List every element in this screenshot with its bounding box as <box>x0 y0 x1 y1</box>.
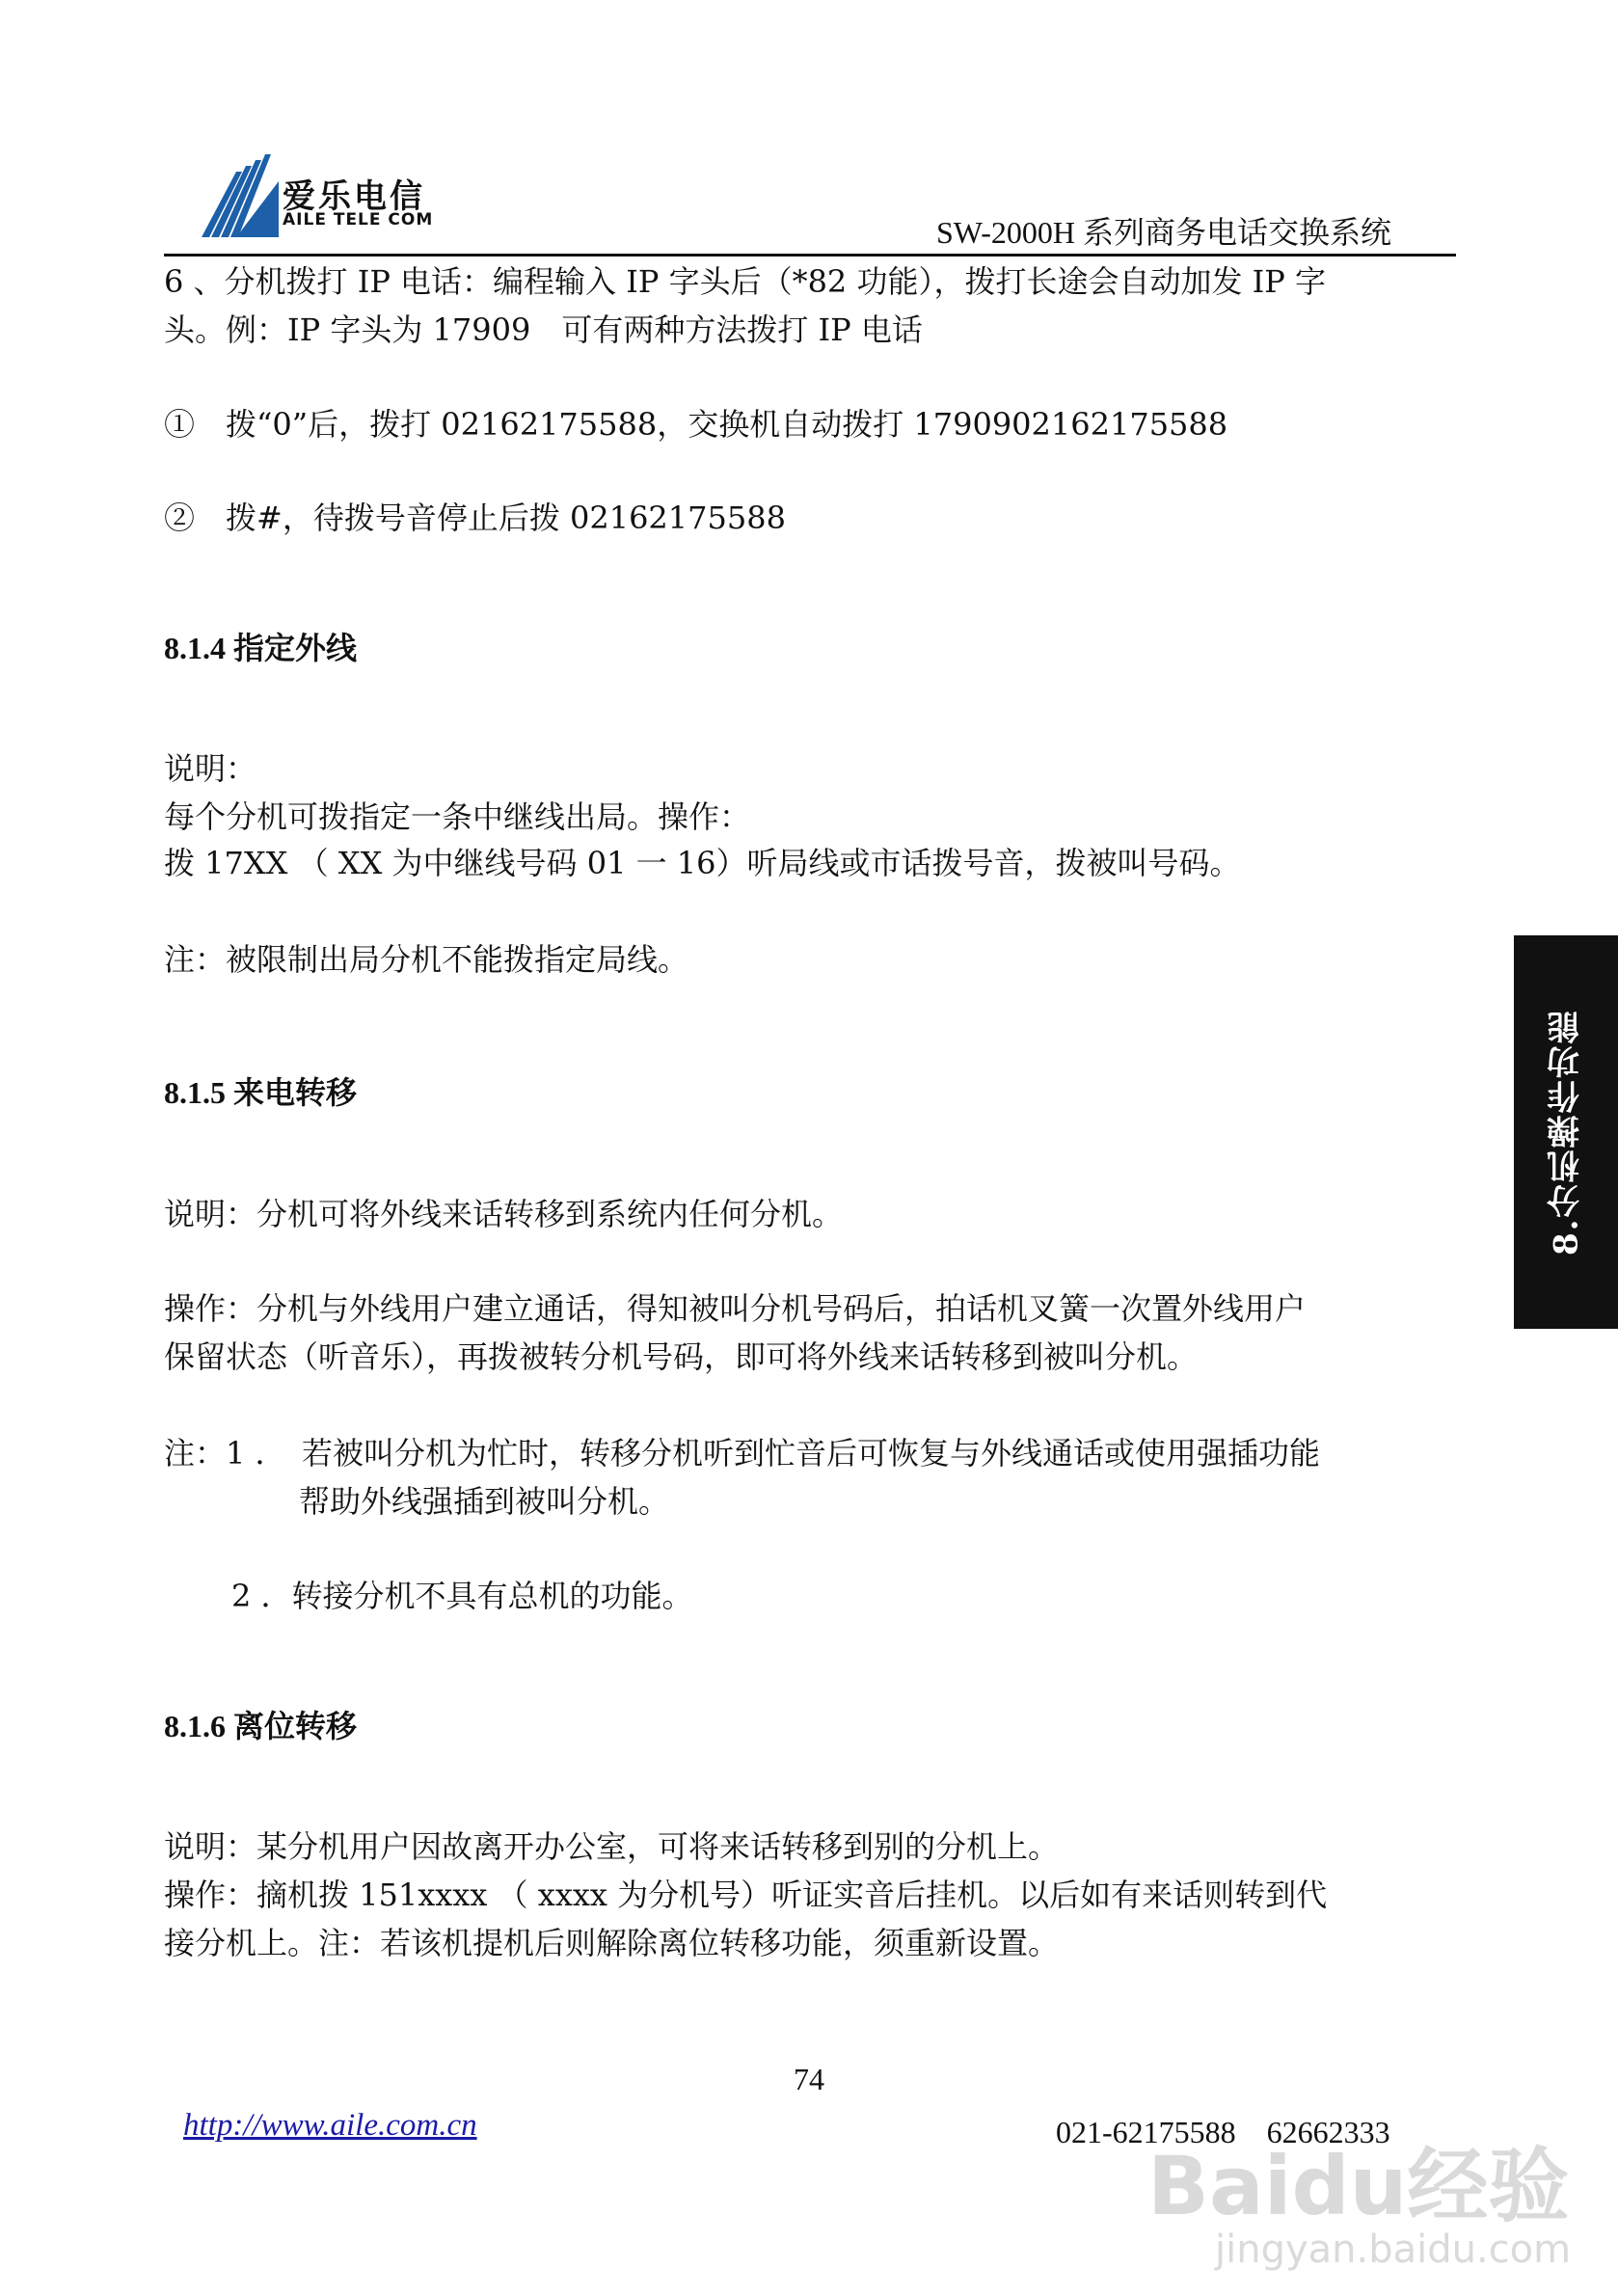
footer-url-link[interactable]: http://www.aile.com.cn <box>183 2108 477 2143</box>
footer-phone: 021-62175588 62662333 <box>1056 2115 1390 2149</box>
s815-note-1b: 帮助外线强插到被叫分机。 <box>299 1483 670 1520</box>
s815-note-1a: 若被叫分机为忙时，转移分机听到忙音后可恢复与外线通话或使用强插功能 <box>302 1435 1321 1472</box>
s814-line-2: 每个分机可拨指定一条中继线出局。操作： <box>164 798 751 835</box>
s816-line-1: 说明：某分机用户因故离开办公室，可将来话转移到别的分机上。 <box>164 1828 1060 1865</box>
s814-line-1: 说明： <box>164 750 257 787</box>
s814-note: 注：被限制出局分机不能拨指定局线。 <box>164 941 689 978</box>
intro-option-1: ① 拨“0”后，拨打 02162175588，交换机自动拨打 1790902162175588 <box>164 406 1228 443</box>
baidu-watermark <box>1147 2064 1610 2276</box>
s815-note-2: 2 ．转接分机不具有总机的功能。 <box>231 1578 693 1614</box>
section-heading-8-1-5: 8.1.5 来电转移 <box>164 1075 358 1110</box>
logo-en-text: AILE TELE COM <box>283 210 434 230</box>
s815-note-label: 注：1 ． <box>164 1435 286 1472</box>
s814-line-3: 拨 17XX （ XX 为中继线号码 01 一 16）听局线或市话拨号音，拨被叫号码。 <box>164 845 1241 881</box>
company-logo <box>198 152 468 239</box>
logo-cn-text: 爱乐电信 <box>283 177 425 216</box>
chapter-side-tab <box>1514 935 1618 1329</box>
watermark-sub-text: jingyan.baidu.com <box>1215 2228 1572 2272</box>
header-title: SW-2000H 系列商务电话交换系统 <box>935 215 1391 250</box>
page-number: 74 <box>794 2062 824 2096</box>
s815-operation-line-1: 操作：分机与外线用户建立通话，得知被叫分机号码后，拍话机叉簧一次置外线用户 <box>164 1290 1307 1327</box>
watermark-main-text: Baidu经验 <box>1147 2139 1570 2233</box>
intro-line-2: 头。例：IP 字头为 17909 可有两种方法拨打 IP 电话 <box>164 311 923 348</box>
s816-line-2: 操作：摘机拨 151xxxx （ xxxx 为分机号）听证实音后挂机。以后如有来话则转到代 <box>164 1877 1328 1913</box>
intro-option-2: ② 拨#，待拨号音停止后拨 02162175588 <box>164 500 786 536</box>
logo-mark-icon <box>198 152 279 239</box>
s815-operation-line-2: 保留状态（听音乐），再拨被转分机号码，即可将外线来话转移到被叫分机。 <box>164 1338 1199 1375</box>
s816-line-3: 接分机上。注：若该机提机后则解除离位转移功能，须重新设置。 <box>164 1925 1060 1961</box>
header-rule <box>164 254 1456 257</box>
section-heading-8-1-4: 8.1.4 指定外线 <box>164 631 358 665</box>
intro-line-1: 6 、分机拨打 IP 电话：编程输入 IP 字头后（*82 功能），拨打长途会自动加发 IP 字 <box>164 263 1326 300</box>
chapter-side-tab-label: 8.分机操作功能 <box>1547 1009 1586 1256</box>
s815-desc: 说明：分机可将外线来话转移到系统内任何分机。 <box>164 1196 844 1232</box>
section-heading-8-1-6: 8.1.6 离位转移 <box>164 1709 358 1743</box>
